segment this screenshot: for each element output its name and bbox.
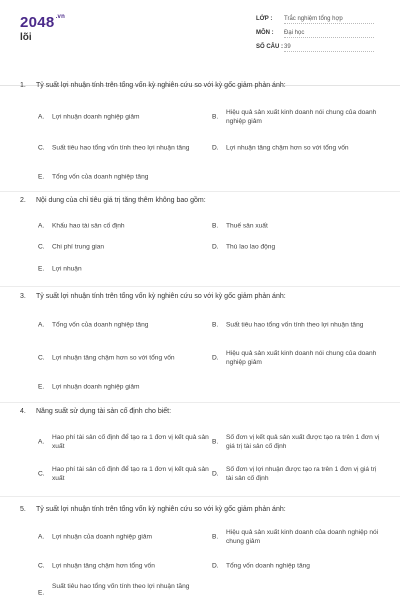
option-letter: D. (212, 470, 219, 478)
option-a[interactable] (38, 219, 210, 233)
question-divider (0, 496, 400, 497)
question-number: 2. (20, 197, 26, 204)
option-text: Lợi nhuận tăng chậm hơn so với tổng vốn (226, 144, 349, 152)
option-text: Khấu hao tài sản cố định (52, 222, 125, 230)
option-letter: E. (38, 265, 45, 273)
option-a[interactable] (38, 108, 210, 126)
option-letter: C. (38, 144, 45, 152)
option-text: Chi phí trung gian (52, 243, 105, 251)
question-divider (0, 402, 400, 403)
option-c[interactable] (38, 463, 210, 485)
option-text: Hiệu quả sản xuất kinh doanh của doanh nghiệp nói chung giảm (226, 529, 379, 545)
option-b[interactable] (212, 219, 382, 233)
option-text: Lợi nhuận (52, 265, 82, 273)
option-text: Suất tiêu hao tổng vốn tính theo lợi nhuận tăng (226, 321, 364, 329)
question-divider (0, 191, 400, 192)
option-e[interactable] (38, 380, 210, 394)
option-text: Tổng vốn doanh nghiệp tăng (226, 562, 310, 570)
option-text: Hiệu quả sản xuất kinh doanh nói chung của doanh nghiệp giảm (226, 350, 377, 366)
page-header (0, 0, 400, 86)
option-b[interactable] (212, 526, 382, 548)
option-c[interactable] (38, 349, 210, 367)
option-text: Hiệu quả sản xuất kinh doanh nói chung của doanh nghiệp giảm (226, 109, 377, 125)
option-text: Hao phí tài sản cố định để tạo ra 1 đơn vị kết quả sản xuất (52, 434, 209, 450)
option-letter: D. (212, 243, 219, 251)
option-letter: C. (38, 470, 45, 478)
question-text: 5. Tỷ suất lợi nhuận tính trên tổng vốn kỳ nghiên cứu so với kỳ gốc giảm phản ánh: (20, 506, 286, 513)
option-c[interactable] (38, 137, 210, 159)
question-text: 3. Tỷ suất lợi nhuận tính trên tổng vốn kỳ nghiên cứu so với kỳ gốc giảm phản ánh: (20, 293, 286, 300)
meta-value: Trắc nghiệm tổng hợp (284, 16, 374, 24)
option-letter: A. (38, 113, 45, 121)
option-b[interactable] (212, 431, 382, 453)
option-text: Suất tiêu hao tổng vốn tính theo lợi nhuận tăng (52, 583, 190, 590)
question-number: 3. (20, 293, 26, 300)
option-letter: C. (38, 354, 45, 362)
option-a[interactable] (38, 316, 210, 334)
option-letter: A. (38, 222, 45, 230)
option-text: Lợi nhuận của doanh nghiệp giảm (52, 533, 153, 541)
option-b[interactable] (212, 314, 382, 336)
option-letter: E. (38, 589, 45, 597)
option-letter: B. (212, 222, 219, 230)
meta-label: SỐ CÂU : (256, 44, 283, 50)
option-d[interactable] (212, 559, 382, 573)
option-d[interactable] (212, 240, 382, 254)
meta-value: 39 (284, 44, 374, 52)
option-d[interactable] (212, 139, 382, 157)
question-number: 5. (20, 506, 26, 513)
option-text: Tổng vốn của doanh nghiệp tăng (52, 173, 149, 181)
option-letter: B. (212, 321, 219, 329)
option-c[interactable] (38, 240, 210, 254)
question-text: 1. Tỷ suất lợi nhuận tính trên tổng vốn kỳ nghiên cứu so với kỳ gốc giảm phản ánh: (20, 82, 286, 89)
option-letter: B. (212, 438, 219, 446)
option-letter: E. (38, 383, 45, 391)
option-letter: B. (212, 533, 219, 541)
option-letter: D. (212, 354, 219, 362)
question-number: 1. (20, 82, 26, 89)
option-text: Lợi nhuận tăng chậm hơn so với tổng vốn (52, 354, 175, 362)
option-a[interactable] (38, 530, 210, 544)
option-text: Lợi nhuận tăng chậm hơn tổng vốn (52, 562, 155, 570)
option-text: Lợi nhuận doanh nghiệp giảm (52, 383, 140, 391)
option-c[interactable] (38, 559, 210, 573)
option-letter: B. (212, 113, 219, 121)
option-text: Thuế sản xuất (226, 222, 268, 230)
question-text: 4. Năng suất sử dụng tài sản cố định cho biết: (20, 408, 172, 415)
page-subtitle: lõi (20, 32, 32, 43)
option-e[interactable] (38, 580, 210, 600)
option-letter: C. (38, 562, 45, 570)
question-divider (0, 286, 400, 287)
option-text: Số đơn vị kết quả sản xuất được tạo ra trên 1 đơn vị giá trị tài sản cố định (226, 434, 380, 450)
option-text: Thù lao lao động (226, 243, 276, 251)
question-text: 2. Nội dung của chỉ tiêu giá trị tăng thêm không bao gồm: (20, 197, 206, 204)
option-text: Tổng vốn của doanh nghiệp tăng (52, 321, 149, 329)
option-d[interactable] (212, 463, 382, 485)
option-text: Hao phí tài sản cố định để tạo ra 1 đơn vị kết quả sản xuất (52, 466, 209, 482)
option-letter: C. (38, 243, 45, 251)
option-letter: A. (38, 438, 45, 446)
option-d[interactable] (212, 347, 382, 369)
option-letter: E. (38, 173, 45, 181)
site-logo[interactable]: $2048^{.vn}$ (20, 14, 66, 31)
option-letter: D. (212, 562, 219, 570)
option-letter: A. (38, 533, 45, 541)
meta-label: LỚP : (256, 16, 273, 22)
option-b[interactable] (212, 106, 382, 128)
meta-label: MÔN : (256, 30, 274, 36)
meta-value: Đại học (284, 30, 374, 38)
option-text: Suất tiêu hao tổng vốn tính theo lợi nhuận tăng (52, 144, 190, 152)
option-e[interactable] (38, 262, 210, 276)
option-text: Số đơn vị lợi nhuận được tạo ra trên 1 đơn vị giá trị tài sản cố định (226, 466, 377, 482)
option-e[interactable] (38, 170, 210, 184)
option-a[interactable] (38, 431, 210, 453)
option-text: Lợi nhuận doanh nghiệp giảm (52, 113, 140, 121)
question-number: 4. (20, 408, 26, 415)
option-letter: A. (38, 321, 45, 329)
logo-suffix: .vn (55, 14, 66, 20)
option-letter: D. (212, 144, 219, 152)
